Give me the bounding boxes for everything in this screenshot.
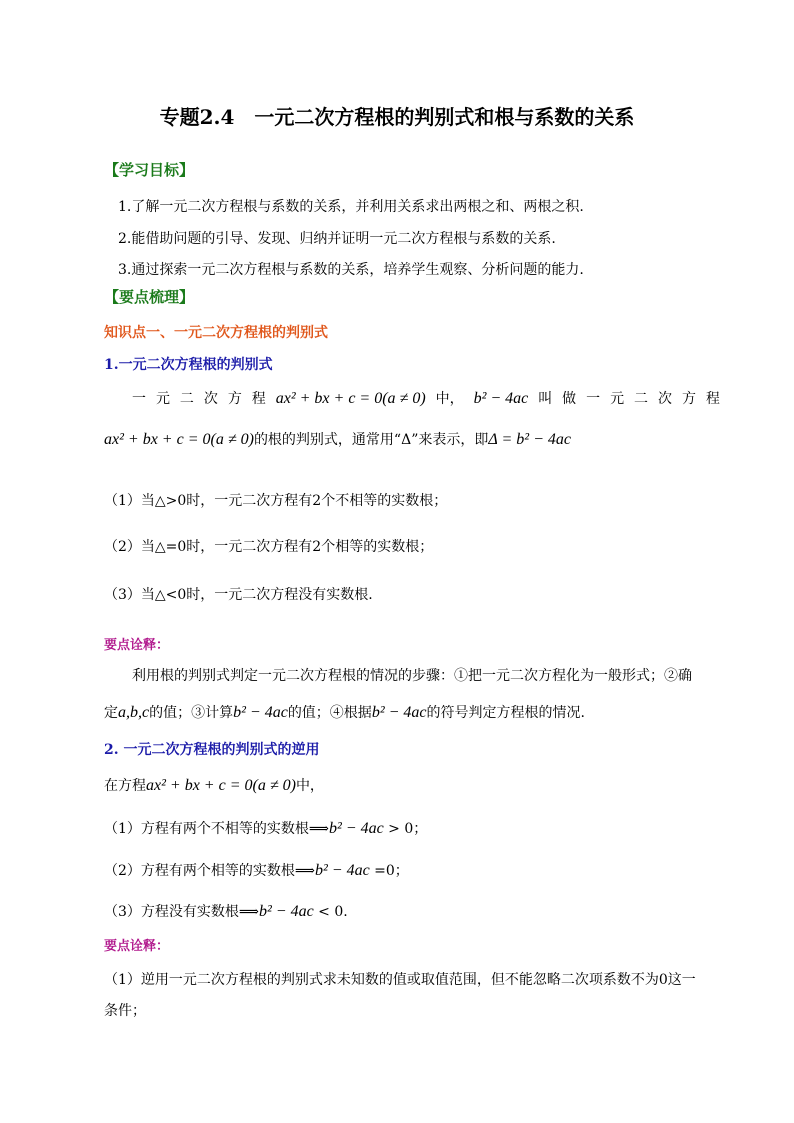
equation-general-form: ax² + bx + c = 0(a ≠ 0) <box>146 777 296 794</box>
note-2-line-2: 条件； <box>104 1003 146 1019</box>
def-char: 方 <box>227 391 242 407</box>
case-negative: （3）当△<0时，一元二次方程没有实数根. <box>104 587 373 603</box>
definition-text: 的根的判别式，通常用“Δ”来表示，即 <box>253 432 489 448</box>
def-char: 一 <box>586 391 601 407</box>
inverse-item-3 <box>104 903 348 921</box>
implies-arrow-icon: ⟹ <box>294 863 315 879</box>
goal-item-2: 2.能借助问题的引导、发现、归纳并证明一元二次方程根与系数的关系. <box>118 231 556 247</box>
note-1-line-2 <box>104 704 585 722</box>
def-char: 次 <box>203 391 218 407</box>
discriminant-expression: b² − 4ac <box>329 820 384 837</box>
inverse-relation: =0； <box>369 863 409 879</box>
coefficients: a,b,c <box>118 704 150 721</box>
implies-arrow-icon: ⟹ <box>238 904 259 920</box>
knowledge-point-1-heading: 知识点一、一元二次方程根的判别式 <box>104 325 328 341</box>
equation-general-form: ax² + bx + c = 0(a ≠ 0) <box>275 390 426 407</box>
inverse-item-2 <box>104 862 409 880</box>
definition-line-1 <box>132 390 720 408</box>
inverse-relation: < 0. <box>313 904 348 920</box>
equation-general-form: ax² + bx + c = 0(a ≠ 0) <box>104 431 254 448</box>
delta-definition: Δ = b² − 4ac <box>488 431 571 448</box>
note-text: 的值；③计算 <box>149 705 234 721</box>
inverse-relation: > 0； <box>383 821 428 837</box>
note-1-heading: 要点诠释： <box>104 638 170 653</box>
def-char: 一 <box>132 391 146 407</box>
note-2-line-1: （1）逆用一元二次方程根的判别式求未知数的值或取值范围，但不能忽略二次项系数不为0这一 <box>104 972 696 988</box>
key-points-heading: 【要点梳理】 <box>104 288 195 306</box>
learning-goals-heading: 【学习目标】 <box>104 161 195 179</box>
discriminant-expression: b² − 4ac <box>233 704 288 721</box>
def-char: 方 <box>681 391 696 407</box>
implies-arrow-icon: ⟹ <box>308 821 329 837</box>
subsection-2-heading: 2. 一元二次方程根的判别式的逆用 <box>104 742 320 758</box>
def-char: 中， <box>435 391 464 407</box>
note-2-heading: 要点诠释： <box>104 939 170 954</box>
discriminant-expression: b² − 4ac <box>315 862 370 879</box>
def-char: 做 <box>562 391 577 407</box>
def-char: 叫 <box>538 391 553 407</box>
note-1-line-1: 利用根的判别式判定一元二次方程根的情况的步骤：①把一元二次方程化为一般形式；②确 <box>132 668 692 684</box>
def-char: 元 <box>155 391 170 407</box>
def-char: 程 <box>251 391 266 407</box>
inverse-intro <box>104 777 324 795</box>
inverse-text: （2）方程有两个相等的实数根 <box>104 863 295 879</box>
note-text: 的符号判定方程根的情况. <box>426 705 585 721</box>
def-char: 元 <box>610 391 625 407</box>
inverse-text: （1）方程有两个不相等的实数根 <box>104 821 309 837</box>
def-char: 二 <box>179 391 194 407</box>
discriminant-expression: b² − 4ac <box>371 704 427 721</box>
case-positive: （1）当△>0时，一元二次方程有2个不相等的实数根； <box>104 493 448 509</box>
inverse-text: 在方程 <box>104 778 146 794</box>
inverse-text: （3）方程没有实数根 <box>104 904 239 920</box>
subsection-1-heading: 1.一元二次方程根的判别式 <box>104 357 273 373</box>
inverse-item-1 <box>104 820 427 838</box>
def-char: 二 <box>634 391 649 407</box>
note-text: 定 <box>104 705 118 721</box>
def-char: 次 <box>657 391 672 407</box>
definition-line-2 <box>104 431 571 449</box>
goal-item-3: 3.通过探索一元二次方程根与系数的关系，培养学生观察、分析问题的能力. <box>118 262 584 278</box>
page-title: 专题2.4 一元二次方程根的判别式和根与系数的关系 <box>159 105 635 129</box>
note-text: 的值；④根据 <box>287 705 372 721</box>
def-char: 程 <box>705 391 720 407</box>
discriminant-expression: b² − 4ac <box>259 903 314 920</box>
goal-item-1: 1.了解一元二次方程根与系数的关系，并利用关系求出两根之和、两根之积. <box>118 199 584 215</box>
inverse-text: 中， <box>295 778 324 794</box>
case-zero: （2）当△=0时，一元二次方程有2个相等的实数根； <box>104 539 434 555</box>
discriminant-expression: b² − 4ac <box>473 390 529 407</box>
